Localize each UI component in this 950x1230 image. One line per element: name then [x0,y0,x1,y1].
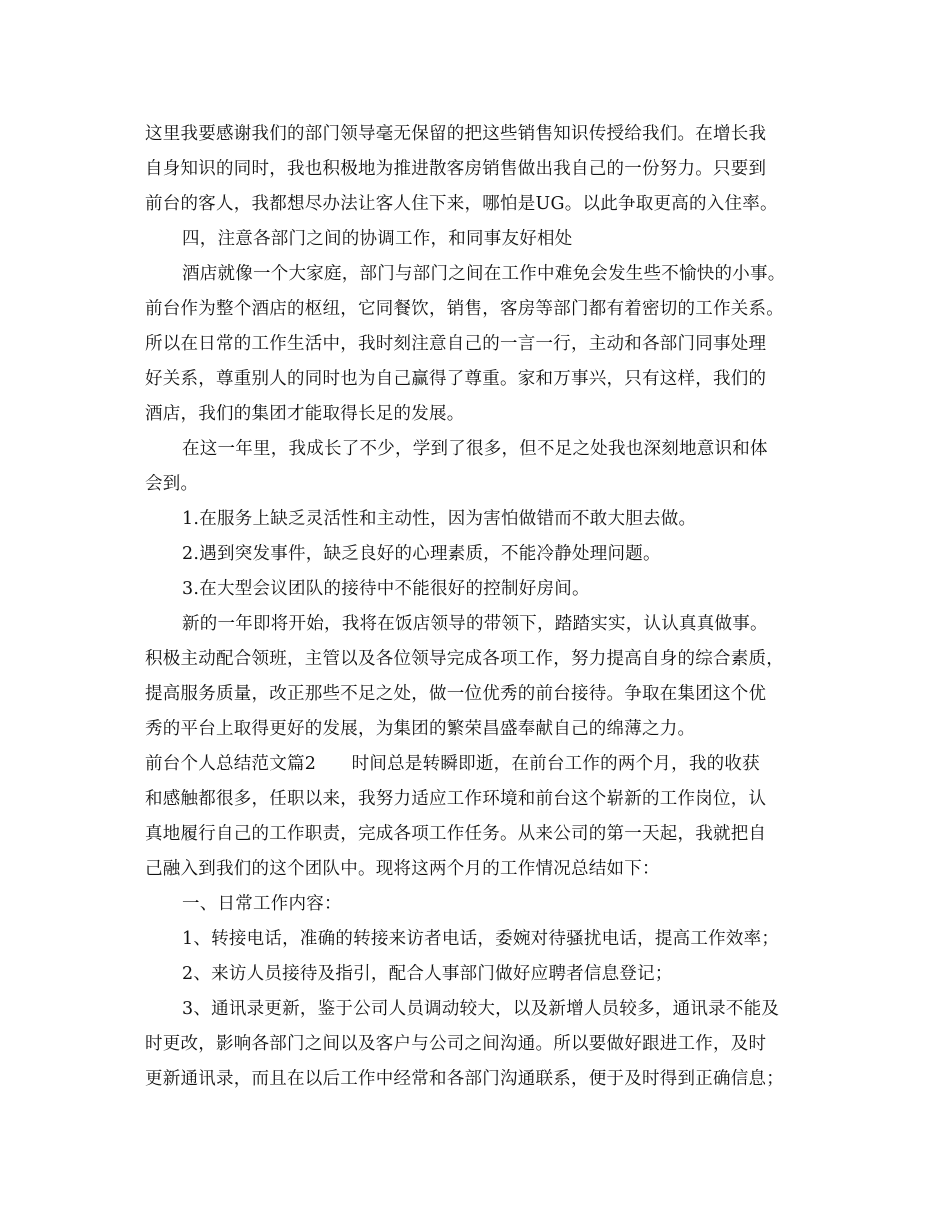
text-line: 时更改，影响各部门之间以及客户与公司之间沟通。所以要做好跟进工作，及时 [145,1034,767,1054]
text-line: 更新通讯录，而且在以后工作中经常和各部门沟通联系，便于及时得到正确信息； [145,1069,784,1089]
list-item: 2、来访人员接待及指引，配合人事部门做好应聘者信息登记； [182,964,673,984]
list-item: 2.遇到突发事件，缺乏良好的心理素质，不能冷静处理问题。 [182,544,661,564]
text-line: 自身知识的同时，我也积极地为推进散客房销售做出我自己的一份努力。只要到 [145,159,767,179]
text-line: 真地履行自己的工作职责，完成各项工作任务。从来公司的第一天起，我就把自 [145,824,767,844]
text-line: 所以在日常的工作生活中，我时刻注意自己的一言一行，主动和各部门同事处理 [145,334,767,354]
list-item: 3.在大型会议团队的接待中不能很好的控制好房间。 [182,579,590,599]
text-line: 秀的平台上取得更好的发展，为集团的繁荣昌盛奉献自己的绵薄之力。 [145,719,696,739]
section-heading: 一、日常工作内容： [182,894,342,914]
text-line: 这里我要感谢我们的部门领导毫无保留的把这些销售知识传授给我们。在增长我 [145,124,767,144]
section-heading: 四，注意各部门之间的协调工作，和同事友好相处 [182,229,573,249]
text-line: 前台作为整个酒店的枢纽，它同餐饮，销售，客房等部门都有着密切的工作关系。 [145,299,784,319]
list-item: 1、转接电话，准确的转接来访者电话，委婉对待骚扰电话，提高工作效率； [182,929,780,949]
text-line: 提高服务质量，改正那些不足之处，做一位优秀的前台接待。争取在集团这个优 [145,684,767,704]
text-line: 己融入到我们的这个团队中。现将这两个月的工作情况总结如下： [145,859,660,879]
list-item: 1.在服务上缺乏灵活性和主动性，因为害怕做错而不敢大胆去做。 [182,509,697,529]
text-line: 好关系，尊重别人的同时也为自己赢得了尊重。家和万事兴，只有这样，我们的 [145,369,767,389]
text-line: 前台的客人，我都想尽办法让客人住下来，哪怕是UG。以此争取更高的入住率。 [145,194,778,214]
text-line: 在这一年里，我成长了不少，学到了很多，但不足之处我也深刻地意识和体 [182,439,768,459]
list-item: 3、通讯录更新，鉴于公司人员调动较大，以及新增人员较多，通讯录不能及 [182,999,780,1019]
text-line: 新的一年即将开始，我将在饭店领导的带领下，踏踏实实，认认真真做事。 [182,614,768,634]
text-line: 和感触都很多，任职以来，我努力适应工作环境和前台这个崭新的工作岗位，认 [145,789,767,809]
article-title-line: 前台个人总结范文篇2 时间总是转瞬即逝，在前台工作的两个月，我的收获 [145,754,760,774]
text-line: 酒店，我们的集团才能取得长足的发展。 [145,404,465,424]
text-line: 积极主动配合领班，主管以及各位领导完成各项工作，努力提高自身的综合素质， [145,649,784,669]
document-body [145,117,810,1097]
text-line: 酒店就像一个大家庭，部门与部门之间在工作中难免会发生些不愉快的小事。 [182,264,786,284]
text-line: 会到。 [145,474,199,494]
